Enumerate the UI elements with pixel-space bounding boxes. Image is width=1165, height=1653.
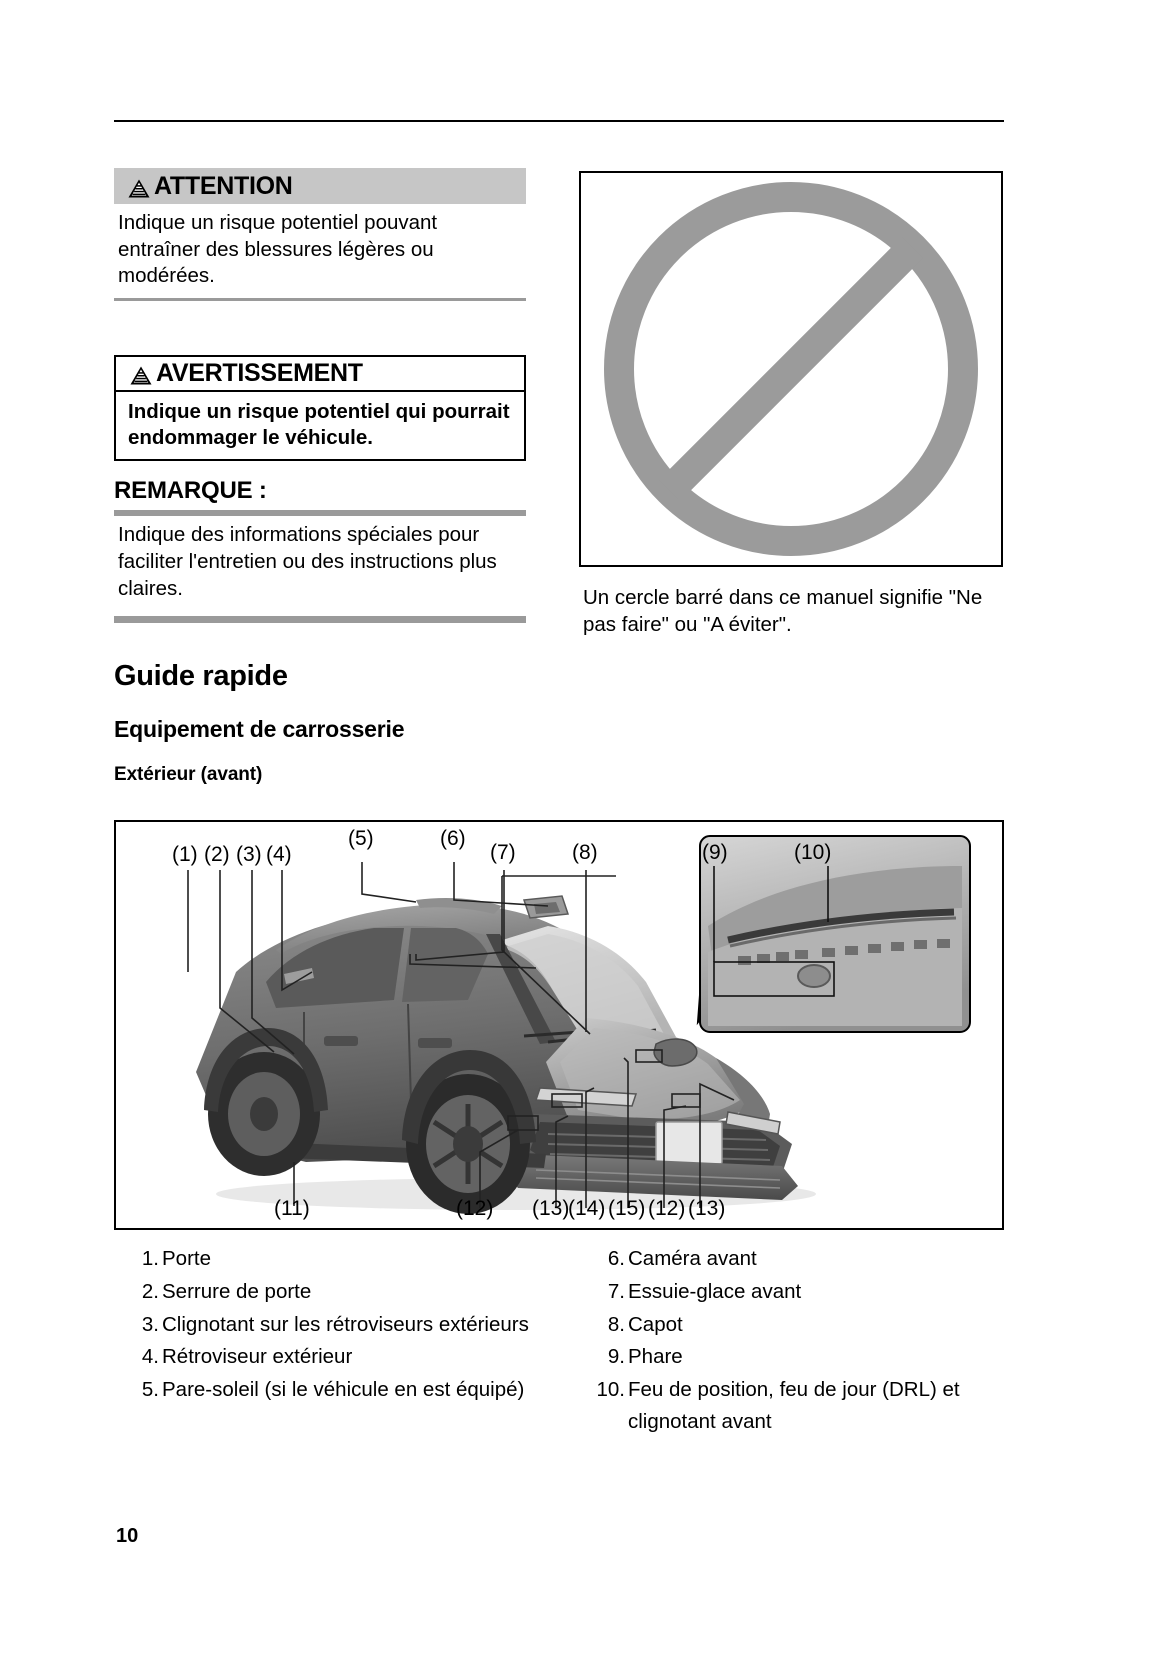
warning-triangle-icon	[128, 179, 150, 198]
list-item-label: Porte	[162, 1247, 211, 1270]
warning-triangle-icon	[130, 366, 152, 385]
list-item-label: Capot	[628, 1312, 683, 1336]
callout-5: (5)	[348, 827, 374, 850]
list-item-number: 7.	[607, 1279, 625, 1303]
callout-2: (2)	[204, 843, 230, 866]
callout-11: (11)	[274, 1197, 310, 1220]
exterieur-avant-figure	[114, 820, 1004, 1230]
list-item-number: 8.	[607, 1312, 625, 1336]
list-item	[128, 1243, 548, 1275]
callout-12a: (12)	[456, 1197, 494, 1220]
prohibition-figure	[579, 171, 1003, 567]
list-item	[128, 1341, 548, 1373]
list-item-label: Essuie-glace avant	[628, 1279, 802, 1303]
page-title: Guide rapide	[114, 660, 288, 692]
vehicle-front-illustration	[116, 822, 1002, 1228]
list-item-number: 2.	[141, 1279, 159, 1303]
list-item-label: Rétroviseur extérieur	[162, 1345, 353, 1369]
list-item-label: Serrure de porte	[162, 1279, 312, 1303]
list-item-label: Feu de position, feu de jour (DRL) et clignotant avant	[628, 1378, 960, 1433]
avertissement-box	[114, 355, 526, 461]
attention-body: Indique un risque potentiel pouvant entraîner des blessures légères ou modérées.	[118, 211, 438, 288]
remarque-title: REMARQUE :	[114, 477, 267, 505]
alerts-column	[114, 168, 526, 623]
list-item	[594, 1341, 1014, 1373]
parts-list-left	[128, 1243, 548, 1407]
page-number: 10	[116, 1525, 139, 1547]
list-item-number: 6.	[607, 1247, 625, 1270]
callout-13a: (13)	[532, 1197, 570, 1220]
attention-title: ATTENTION	[154, 171, 293, 200]
list-item-number: 4.	[141, 1345, 159, 1369]
list-item-number: 10.	[596, 1378, 625, 1402]
list-item	[594, 1309, 1014, 1341]
list-item	[128, 1276, 548, 1308]
avertissement-title: AVERTISSEMENT	[156, 358, 363, 387]
remarque-bottom-rule	[114, 616, 526, 623]
list-item-label: Pare-soleil (si le véhicule en est équipé)	[162, 1378, 525, 1402]
list-item	[594, 1374, 1014, 1438]
list-item-number: 9.	[607, 1345, 625, 1369]
callout-8: (8)	[572, 841, 598, 864]
list-item-number: 5.	[141, 1378, 159, 1402]
subsection-heading: Extérieur (avant)	[114, 764, 263, 785]
avertissement-body: Indique un risque potentiel qui pourrait endommager le véhicule.	[128, 399, 510, 450]
callout-3: (3)	[236, 843, 262, 866]
callout-13b: (13)	[688, 1197, 726, 1220]
list-item	[594, 1276, 1014, 1308]
list-item-number: 3.	[141, 1312, 159, 1336]
section-heading: Equipement de carrosserie	[114, 716, 405, 742]
prohibition-caption: Un cercle barré dans ce manuel signifie "Ne pas faire" ou "A éviter".	[583, 586, 983, 637]
callout-7: (7)	[490, 841, 516, 864]
page-top-rule	[114, 120, 1004, 122]
avertissement-header	[116, 357, 524, 392]
callout-14: (14)	[568, 1197, 606, 1220]
callout-9: (9)	[702, 841, 728, 864]
callout-15: (15)	[608, 1197, 646, 1220]
list-item-number: 1.	[141, 1247, 159, 1270]
callout-4: (4)	[266, 843, 292, 866]
callout-1: (1)	[172, 843, 198, 866]
attention-header	[114, 168, 526, 204]
list-item-label: Clignotant sur les rétroviseurs extérieurs	[162, 1312, 529, 1336]
list-item-label: Phare	[628, 1345, 683, 1369]
list-item	[128, 1309, 548, 1341]
callout-12b: (12)	[648, 1197, 686, 1220]
list-item	[128, 1374, 548, 1406]
remarque-body: Indique des informations spéciales pour faciliter l'entretien ou des instructions plus claires.	[118, 523, 497, 600]
list-item-label: Caméra avant	[628, 1247, 757, 1270]
callout-6: (6)	[440, 827, 466, 850]
parts-list-right	[594, 1243, 1014, 1439]
list-item	[594, 1243, 1014, 1275]
callout-10: (10)	[794, 841, 832, 864]
no-entry-circle-slash-icon	[581, 173, 1001, 565]
